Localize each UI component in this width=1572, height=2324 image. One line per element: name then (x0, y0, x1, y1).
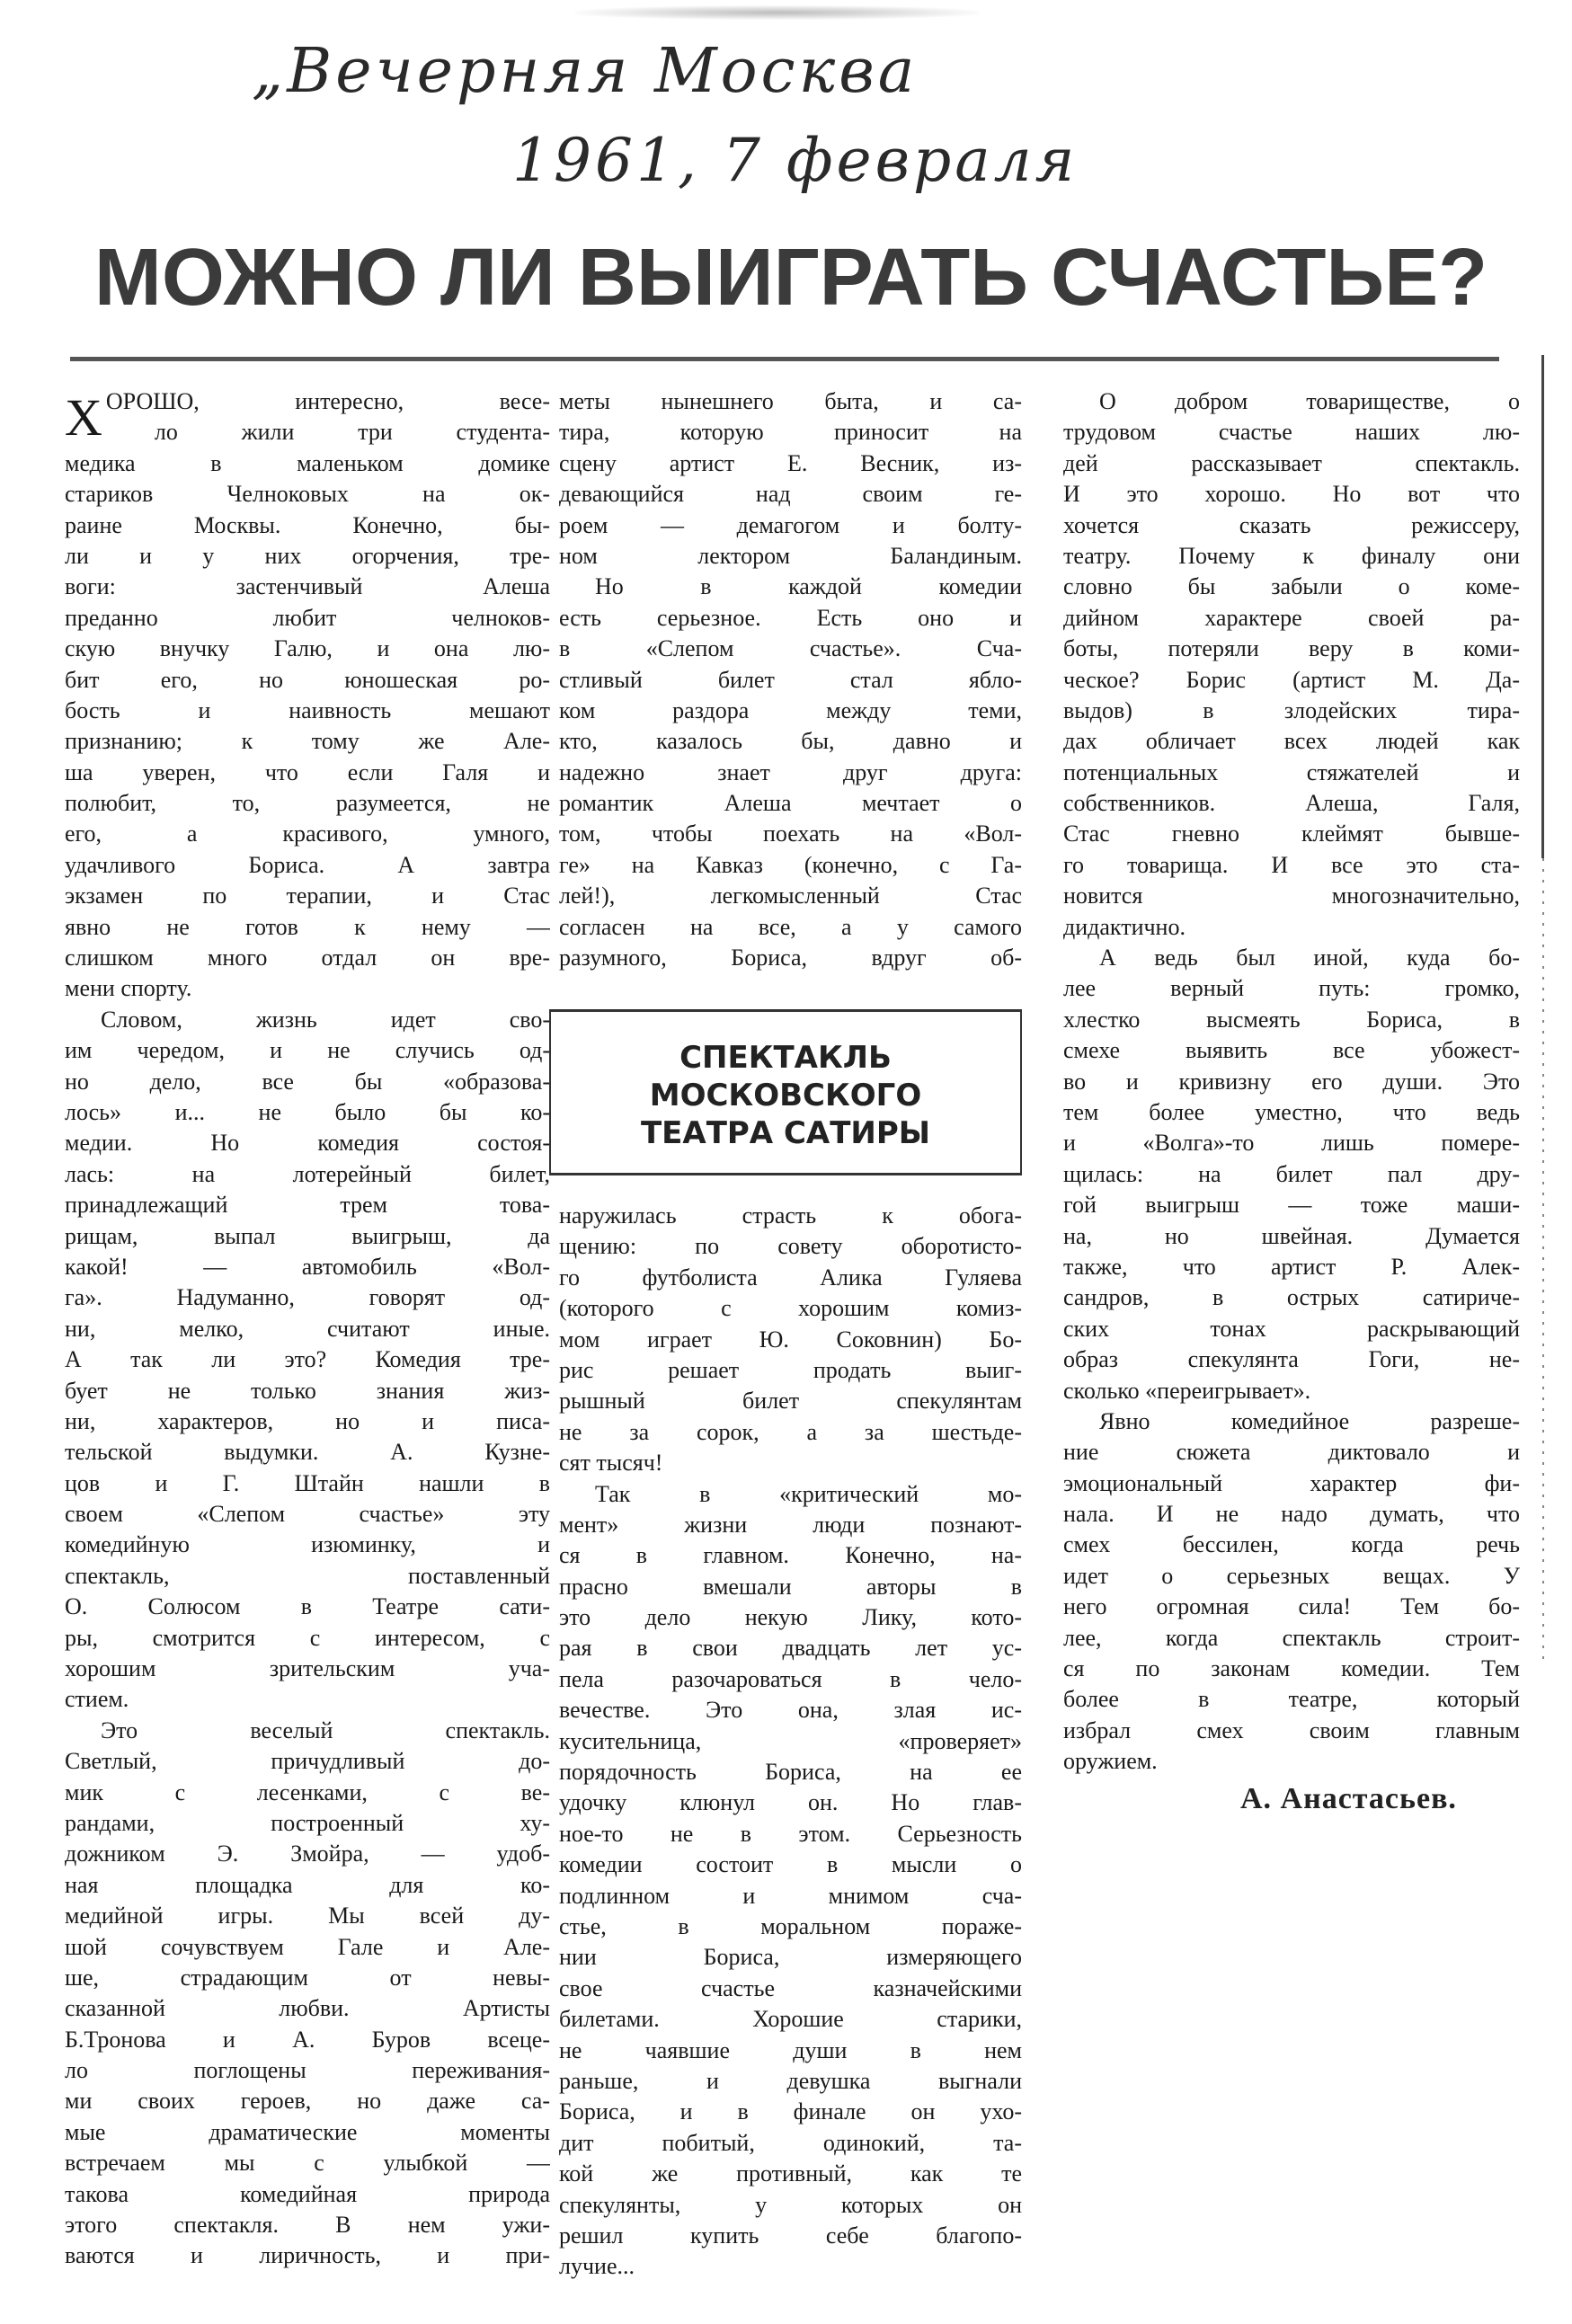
text-line: меты нынешнего быта, и са- (559, 388, 1022, 414)
text-line: ских тонах раскрывающий (1063, 1315, 1520, 1342)
text-line: собственников. Алеша, Галя, (1063, 790, 1520, 817)
text-line: дидактично. (1063, 913, 1186, 940)
text-line: но дело, все бы «образова- (65, 1068, 550, 1095)
text-line: ми своих героев, но даже са- (65, 2088, 550, 2115)
text-line: стариков Челноковых на ок- (65, 481, 550, 508)
text-line: дожником Э. Змойра, — удоб- (65, 1841, 550, 1867)
text-line: Светлый, причудливый до- (65, 1748, 550, 1775)
sidebar-box-line: СПЕКТАКЛЬ (679, 1040, 892, 1076)
text-line: образ спекулянта Гоги, не- (1063, 1346, 1520, 1373)
text-line: Но в каждой комедии (595, 573, 1022, 600)
text-line: Явно комедийное разреше- (1099, 1407, 1520, 1434)
text-line: смехе выявить все убожест- (1063, 1037, 1520, 1064)
text-line: не чаявшие души в нем (559, 2036, 1022, 2063)
text-line: рищам, выпал выигрыш, да (65, 1222, 550, 1249)
text-line: признанию; к тому же Але- (65, 728, 550, 755)
text-line: рис решает продать выиг- (559, 1356, 1022, 1383)
text-line: роем — демагогом и болту- (559, 511, 1022, 538)
text-line: ша уверен, что если Галя и (65, 758, 550, 785)
text-line: вечестве. Это она, злая ис- (559, 1697, 1022, 1724)
text-line: какой! — автомобиль «Вол- (65, 1253, 550, 1280)
text-line: ное-то не в этом. Серьезность (559, 1820, 1022, 1847)
text-line: решил купить себе благопо- (559, 2222, 1022, 2249)
handwritten-source-note-line2: 1961, 7 февраля (512, 126, 1079, 195)
text-line: удачливого Бориса. А завтра (65, 851, 550, 878)
text-line: более в театре, который (1063, 1686, 1520, 1713)
text-line: щилась: на билет пал дру- (1063, 1160, 1520, 1187)
text-line: ние сюжета диктовало и (1063, 1439, 1520, 1466)
headline-rule (70, 357, 1499, 361)
text-line: А так ли это? Комедия тре- (65, 1346, 550, 1373)
sidebar-box-line: ТЕАТРА САТИРЫ (640, 1115, 931, 1151)
text-line: сказанной любви. Артисты (65, 1995, 550, 2022)
paper-smudge (575, 5, 980, 20)
text-line: стье, в моральном пораже- (559, 1912, 1022, 1939)
text-line: хочется сказать режиссеру, (1063, 511, 1520, 538)
handwritten-source-note-line1: „Вечерняя Москва (252, 36, 919, 107)
text-line: комедии состоит в мысли о (559, 1851, 1022, 1878)
text-line: ся в главном. Конечно, на- (559, 1542, 1022, 1569)
text-line: полюбит, то, разумеется, не (65, 790, 550, 817)
text-line: ло поглощены переживания- (65, 2057, 550, 2084)
article-column-2-top (559, 386, 1022, 973)
text-line: бует не только знания жиз- (65, 1377, 550, 1404)
text-line: встречаем мы с улыбкой — (65, 2150, 550, 2177)
text-line: дит побитый, одинокий, та- (559, 2129, 1022, 2156)
text-line: Бориса, и в финале он ухо- (559, 2098, 1022, 2125)
author-signature: А. Анастасьев. (1240, 1782, 1457, 1815)
text-line: раине Москвы. Конечно, бы- (65, 511, 550, 538)
text-line: смех бессилен, когда речь (1063, 1531, 1520, 1558)
text-line: Это веселый спектакль. (101, 1716, 550, 1743)
text-line: пела разочароваться в чело- (559, 1665, 1022, 1692)
text-line: медийной игры. Мы всей ду- (65, 1903, 550, 1929)
text-line: лей!), легкомысленный Стас (559, 883, 1022, 909)
text-line: тем более уместно, что ведь (1063, 1098, 1520, 1125)
text-line: цов и Г. Штайн нашли в (65, 1469, 550, 1496)
text-line: шой сочувствуем Гале и Але- (65, 1933, 550, 1960)
text-line: кой же противный, как те (559, 2160, 1022, 2187)
article-column-1 (65, 386, 550, 2272)
text-line: нала. И не надо думать, что (1063, 1501, 1520, 1528)
text-line: Б.Тронова и А. Буров всеце- (65, 2026, 550, 2053)
text-line: наружилась страсть к обога- (559, 1202, 1022, 1229)
text-line: сандров, в острых сатириче- (1063, 1284, 1520, 1311)
text-line: нии Бориса, измеряющего (559, 1944, 1022, 1971)
article-column-2-bottom (559, 1201, 1022, 2283)
article-headline: МОЖНО ЛИ ВЫИГРАТЬ СЧАСТЬЕ? (93, 233, 1488, 323)
text-line: выдов) в злодейских тира- (1063, 696, 1520, 723)
text-line: мик с лесенками, с ве- (65, 1778, 550, 1805)
text-line: преданно любит челноков- (65, 604, 550, 631)
text-line: ше, страдающим от невы- (65, 1964, 550, 1991)
text-line: ры, смотрится с интересом, с (65, 1624, 550, 1651)
text-line: свое счастье казначейскими (559, 1974, 1022, 2001)
text-line: подлинном и мнимом сча- (559, 1882, 1022, 1909)
text-line: том, чтобы поехать на «Вол- (559, 820, 1022, 847)
text-line: скую внучку Галю, и она лю- (65, 635, 550, 662)
text-line: этого спектакля. В нем ужи- (65, 2212, 550, 2239)
text-line: сцену артист Е. Весник, из- (559, 449, 1022, 476)
text-line: надежно знает друг друга: (559, 758, 1022, 785)
text-line: явно не готов к нему — (65, 913, 550, 940)
text-line: удочку клюнул он. Но глав- (559, 1789, 1022, 1816)
text-line: А ведь был иной, куда бо- (1099, 945, 1520, 971)
text-line: хлестко высмеять Бориса, в (1063, 1006, 1520, 1033)
text-line: дийном характере своей ра- (1063, 604, 1520, 631)
text-line: стливый билет стал ябло- (559, 666, 1022, 693)
text-line: порядочность Бориса, на ее (559, 1759, 1022, 1786)
sidebar-box-line: МОСКОВСКОГО (649, 1078, 922, 1113)
text-line: воги: застенчивый Алеша (65, 573, 550, 600)
text-line: гой выигрыш — тоже маши- (1063, 1192, 1520, 1219)
text-line: хорошим зрительским уча- (65, 1655, 550, 1682)
text-line: им чередом, и не случись од- (65, 1037, 550, 1064)
text-line: Словом, жизнь идет сво- (101, 1006, 550, 1033)
text-line: лее верный путь: громко, (1063, 975, 1520, 1002)
text-line: есть серьезное. Есть оно и (559, 604, 1022, 631)
text-line: потенциальных стяжателей и (1063, 758, 1520, 785)
text-line: О добром товариществе, о (1099, 388, 1520, 414)
text-line: сят тысяч! (559, 1450, 663, 1477)
article-column-3 (1063, 386, 1520, 1778)
text-line: кто, казалось бы, давно и (559, 728, 1022, 755)
text-line: мые драматические моменты (65, 2118, 550, 2145)
text-line: ся по законам комедии. Тем (1063, 1655, 1520, 1682)
text-line: комедийную изюминку, и (65, 1531, 550, 1558)
text-line: дей рассказывает спектакль. (1063, 449, 1520, 476)
text-line: го товарища. И все это ста- (1063, 851, 1520, 878)
text-line: слишком много отдал он вре- (65, 945, 550, 971)
column-rule-right (1541, 355, 1544, 858)
text-line: эмоциональный характер фи- (1063, 1469, 1520, 1496)
drop-cap: Х (65, 388, 102, 447)
text-line-content: ОРОШО, интересно, весе- (105, 388, 550, 414)
text-line: ни, мелко, считают иные. (65, 1315, 550, 1342)
text-line: ком раздора между теми, (559, 696, 1022, 723)
text-line: него огромная сила! Тем бо- (1063, 1593, 1520, 1620)
text-line: бость и наивность мешают (65, 696, 550, 723)
text-line: тельской выдумки. А. Кузне- (65, 1439, 550, 1466)
text-line: спектакль, поставленный (65, 1562, 550, 1589)
text-line: такова комедийная природа (65, 2180, 550, 2207)
text-line: ли и у них огорчения, тре- (65, 542, 550, 569)
text-line: кусительница, «проверяет» (559, 1727, 1022, 1754)
text-line: мом играет Ю. Соковнин) Бо- (559, 1326, 1022, 1353)
sidebar-box-title (551, 1039, 1020, 1152)
text-line: лучие... (559, 2253, 635, 2280)
text-line: рышный билет спекулянтам (559, 1388, 1022, 1415)
text-line: на, но швейная. Думается (1063, 1222, 1520, 1249)
text-line: Так в «критический мо- (595, 1480, 1022, 1507)
text-line: мени спорту. (65, 975, 192, 1002)
text-line: Стас гневно клеймят бывше- (1063, 820, 1520, 847)
text-line: билетами. Хорошие старики, (559, 2006, 1022, 2033)
text-line: раньше, и девушка выгнали (559, 2067, 1022, 2094)
text-line: это дело некую Лику, кото- (559, 1604, 1022, 1631)
text-line: медика в маленьком домике (65, 449, 550, 476)
text-line: принадлежащий трем това- (65, 1192, 550, 1219)
text-line: лась: на лотерейный билет, (65, 1160, 550, 1187)
text-line: ни, характеров, но и писа- (65, 1407, 550, 1434)
text-line: ческое? Борис (артист М. Да- (1063, 666, 1520, 693)
text-line: ном лектором Баландиным. (559, 542, 1022, 569)
text-line: своем «Слепом счастье» эту (65, 1501, 550, 1528)
text-line: театру. Почему к финалу они (1063, 542, 1520, 569)
sidebar-box (549, 1009, 1022, 1175)
text-line: стием. (65, 1686, 129, 1713)
text-line: лось» и... не было бы ко- (65, 1098, 550, 1125)
text-line: ло жили три студента- (154, 419, 550, 446)
text-line: га». Надуманно, говорят од- (65, 1284, 550, 1311)
text-line: ная площадка для ко- (65, 1871, 550, 1898)
text-line: ге» на Кавказ (конечно, с Га- (559, 851, 1022, 878)
text-line: О. Солюсом в Театре сати- (65, 1593, 550, 1620)
text-line: во и кривизну его души. Это (1063, 1068, 1520, 1095)
text-line: оружием. (1063, 1748, 1158, 1775)
text-line: экзамен по терапии, и Стас (65, 883, 550, 909)
text-line: дах обличает всех людей как (1063, 728, 1520, 755)
text-line: тира, которую приносит на (559, 419, 1022, 446)
text-line: рая в свои двадцать лет ус- (559, 1635, 1022, 1662)
text-line: в «Слепом счастье». Сча- (559, 635, 1022, 662)
text-line: прасно вмешали авторы в (559, 1573, 1022, 1600)
text-line: идет о серьезных вещах. У (1063, 1562, 1520, 1589)
text-line: трудовом счастье наших лю- (1063, 419, 1520, 446)
text-line: избрал смех своим главным (1063, 1716, 1520, 1743)
text-line: новится многозначительно, (1063, 883, 1520, 909)
text-line: спекулянты, у которых он (559, 2191, 1022, 2218)
column-rule-right-faded (1542, 858, 1544, 1667)
text-line: мент» жизни люди познают- (559, 1511, 1022, 1538)
text-line: щению: по совету оборотисто- (559, 1233, 1022, 1260)
text-line: не за сорок, а за шестьде- (559, 1418, 1022, 1445)
text-line: рандами, построенный ху- (65, 1809, 550, 1836)
text-line: го футболиста Алика Гуляева (559, 1264, 1022, 1291)
text-line: разумного, Бориса, вдруг об- (559, 945, 1022, 971)
text-line: бит его, но юношеская ро- (65, 666, 550, 693)
text-line: лее, когда спектакль строит- (1063, 1624, 1520, 1651)
text-line: И это хорошо. Но вот что (1063, 481, 1520, 508)
text-line: его, а красивого, умного, (65, 820, 550, 847)
text-line: словно бы забыли о коме- (1063, 573, 1520, 600)
text-line: и «Волга»-то лишь помере- (1063, 1130, 1520, 1157)
text-line: также, что артист Р. Алек- (1063, 1253, 1520, 1280)
text-line: сколько «переигрывает». (1063, 1377, 1311, 1404)
text-line: романтик Алеша мечтает о (559, 790, 1022, 817)
text-line: медии. Но комедия состоя- (65, 1130, 550, 1157)
text-line: ваются и лиричность, и при- (65, 2242, 550, 2269)
text-line: согласен на все, а у самого (559, 913, 1022, 940)
text-line: девающийся над своим ге- (559, 481, 1022, 508)
text-line: боты, потеряли веру в коми- (1063, 635, 1520, 662)
text-line: (которого с хорошим комиз- (559, 1295, 1022, 1322)
